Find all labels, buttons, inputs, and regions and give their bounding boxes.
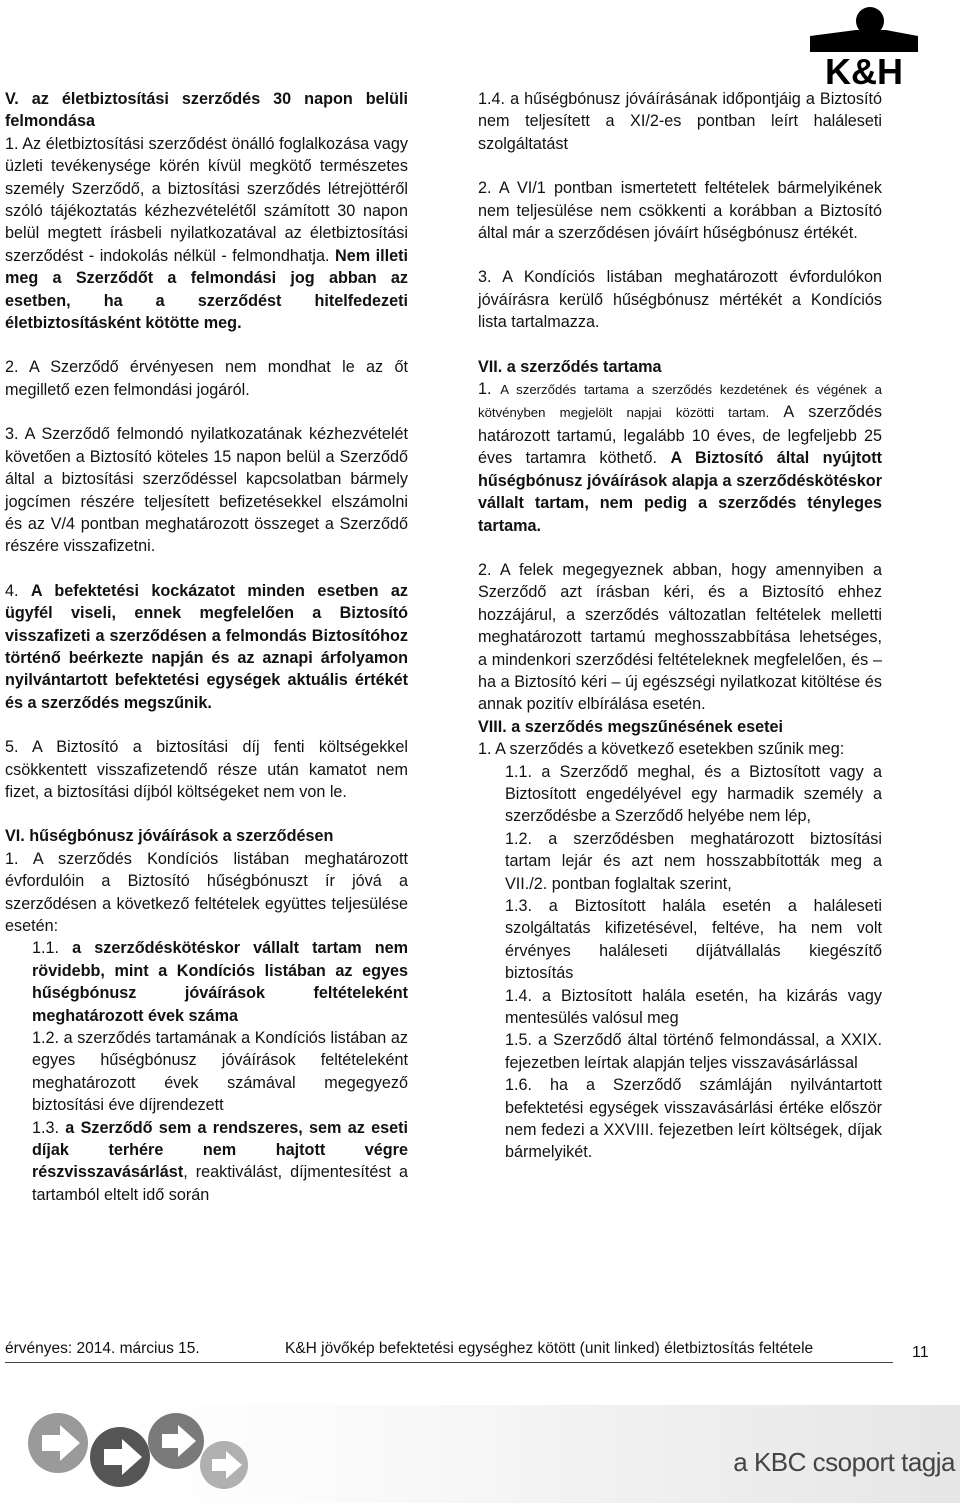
section-vii-p1-bold: A Biztosító által nyújtott hűségbónusz jóváírások alapja a szerződéskötéskor vállalt tartam, nem pedig a szerződés tényleges tartama.	[478, 449, 882, 535]
section-v-paragraph-5: 5. A Biztosító a biztosítási díj fenti költségekkel csökkentett visszafizetendő része után kamatot nem fizet, a biztosítási díjból költségeket nem von le.	[5, 738, 408, 801]
section-vi-item-1-1	[5, 937, 408, 1027]
section-v-p4-number: 4.	[5, 581, 19, 600]
section-vii-p1-text: A szerződés határozott tartamú, legalább 10 éves, de legfeljebb 25 éves tartamra köthető.	[478, 403, 882, 468]
section-vi-title: VI. hűségbónusz jóváírások a szerződésen	[5, 827, 334, 846]
logo-text: K&H	[825, 51, 903, 88]
section-viii-paragraph-1: 1. A szerződés a következő esetekben szűnik meg:	[478, 740, 845, 759]
section-vi-paragraph-1: 1. A szerződés Kondíciós listában meghatározott évfordulóin a Biztosító hűségbónuszt ír jóvá a szerződésen a következő feltételek együttes teljesülése esetén:	[5, 849, 408, 935]
kbc-group-tagline: a KBC csoport tagja	[733, 1447, 955, 1477]
item-1-3-bold: a Szerződő sem a rendszeres, sem az eseti díjak terhére nem hajtott végre részvisszavásárlást	[32, 1118, 408, 1182]
section-vi-item-1-3	[5, 1117, 408, 1207]
section-v-p4-rest: , ennek megfelelően a Biztosító visszafizeti a szerződésen a felmondás Biztosítóhoz történő beérkezte napján és az aznapi árfolyamon nyilvántartott befektetési egységek aktuális értékét és a szerződés megszűnik.	[5, 604, 408, 712]
left-column	[5, 88, 408, 1206]
section-vii-p1-small: A szerződés tartama a szerződés kezdetének és végének a kötvényben megjelölt napjai közötti tartam.	[478, 382, 883, 421]
section-viii-title: VIII. a szerződés megszűnésének esetei	[478, 717, 784, 736]
section-viii-item-1-2: 1.2. a szerződésben meghatározott biztosítási tartam lejár és azt nem hosszabbították meg a VII./2. pontban foglaltak szerint,	[505, 829, 882, 893]
section-viii-item-1-1: 1.1. a Szerződő meghal, és a Biztosított vagy a Biztosított engedélyével egy harmadik személy a szerződésbe a Szerződő helyébe nem lép,	[505, 762, 882, 826]
section-v-p4-bold: A befektetési kockázatot minden esetben az ügyfél viseli	[5, 581, 408, 623]
section-v-paragraph-2: 2. A Szerződő érvényesen nem mondhat le az őt megillető ezen felmondási jogáról.	[5, 358, 408, 399]
section-viii-item-1-5: 1.5. a Szerződő által történő felmondással, a XXIX. fejezetben leírtak alapján teljes visszavásárlással	[505, 1031, 882, 1072]
section-viii-item-1-3: 1.3. a Biztosított halála esetén a haláleseti szolgáltatás kifizetésével, feltéve, ha nem volt érvényes haláleseti díjátvállalás kiegészítő biztosítás	[505, 897, 882, 983]
section-vii-paragraph-2: 2. A felek megegyeznek abban, hogy amennyiben a Szerződő azt írásban kéri, és a Biztosító ehhez hozzájárul, a szerződés változatlan feltételek melletti meghatározott tartamú meghosszabbítása lehetséges, a mindenkori szerződési feltételeknek megfelelően, és – ha a Biztosító kéri – új egészségi nyilatkozat kitöltése és annak pozitív elbírálása esetén.	[478, 560, 882, 714]
footer-date: érvényes: 2014. március 15.	[5, 1340, 200, 1357]
section-v-paragraph-4	[5, 580, 408, 714]
section-vi-item-1-4: 1.4. a hűségbónusz jóváírásának időpontjáig a Biztosító nem teljesített a XI/2-es pontban leírt haláleseti szolgáltatást	[478, 90, 882, 153]
item-1-3-number: 1.3.	[32, 1118, 60, 1137]
section-vii-paragraph-1	[478, 378, 882, 537]
item-1-3-rest: , reaktiválást, díjmentesítést a tartamból eltelt idő során	[32, 1163, 408, 1204]
section-vi-paragraph-3: 3. A Kondíciós listában meghatározott évfordulókon jóváírásra kerülő hűségbónusz mértékét a Kondíciós lista tartalmazza.	[478, 268, 882, 332]
section-vii-title: VII. a szerződés tartama	[478, 357, 662, 376]
arrow-icon	[90, 1427, 150, 1487]
right-column	[478, 88, 882, 1164]
section-v-paragraph-1	[5, 133, 408, 335]
section-viii-item-1-6: 1.6. ha a Szerződő számláján nyilvántartott befektetési egységek visszavásárlási értéke először nem fedezi a XXVIII. fejezetben leírt költségek, díjak bármelyikét.	[505, 1076, 882, 1162]
footer-divider	[5, 1362, 893, 1363]
item-1-1-bold: a szerződéskötéskor vállalt tartam nem rövidebb, mint a Kondíciós listában az egyes hűségbónusz jóváírások feltételeként meghatározott évek száma	[32, 939, 409, 1025]
footer-title: K&H jövőkép befektetési egységhez kötött (unit linked) életbiztosítás feltétele	[285, 1340, 814, 1357]
arrow-icon	[200, 1441, 248, 1489]
section-v-paragraph-3: 3. A Szerződő felmondó nyilatkozatának kézhezvételét követően a Biztosító köteles 15 napon belül a Szerződő által a biztosítási szerződéssel kapcsolatban bármely jogcímen részére teljesített befizetésekkel elszámolni és az V/4 pontban meghatározott összeget a Szerződő részére visszafizetni.	[5, 425, 408, 556]
section-v-p1-text: 1. Az életbiztosítási szerződést önálló foglalkozása vagy üzleti tevékenysége körén kívül megkötő természetes személy Szerződő, a biztosítási szerződés létrejöttéről szóló tájékoztatás kézhezvételétől számított 30 napon belül megtett írásbeli nyilatkozatával az életbiztosítási szerződést - indokolás nélkül - felmondhatja.	[5, 134, 408, 265]
kh-logo	[808, 2, 920, 88]
page-number: 11	[912, 1344, 929, 1361]
section-vi-paragraph-2: 2. A VI/1 pontban ismertetett feltételek bármelyikének nem teljesülése nem csökkenti a korábban a Biztosító által már a szerződésen jóváírt hűségbónusz értékét.	[478, 179, 882, 243]
item-1-1-number: 1.1.	[32, 939, 60, 958]
arrow-icon	[28, 1413, 88, 1473]
section-vii-p1-number: 1.	[478, 380, 492, 399]
page-footer	[0, 1340, 960, 1364]
arrow-icon	[148, 1413, 204, 1469]
section-vi-item-1-2: 1.2. a szerződés tartamának a Kondíciós listában az egyes hűségbónusz jóváírások feltételeként meghatározott évek számával megegyező biztosítási éve díjrendezett	[32, 1029, 408, 1115]
section-v-p1-bold: Nem illeti meg a Szerződőt a felmondási jog abban az esetben, ha a szerződést hitelfedezeti életbiztosításként kötötte meg.	[5, 246, 408, 333]
section-v-title: V. az életbiztosítási szerződés 30 napon belüli felmondása	[5, 90, 408, 131]
section-viii-item-1-4: 1.4. a Biztosított halála esetén, ha kizárás vagy mentesülés valósul meg	[505, 986, 882, 1028]
